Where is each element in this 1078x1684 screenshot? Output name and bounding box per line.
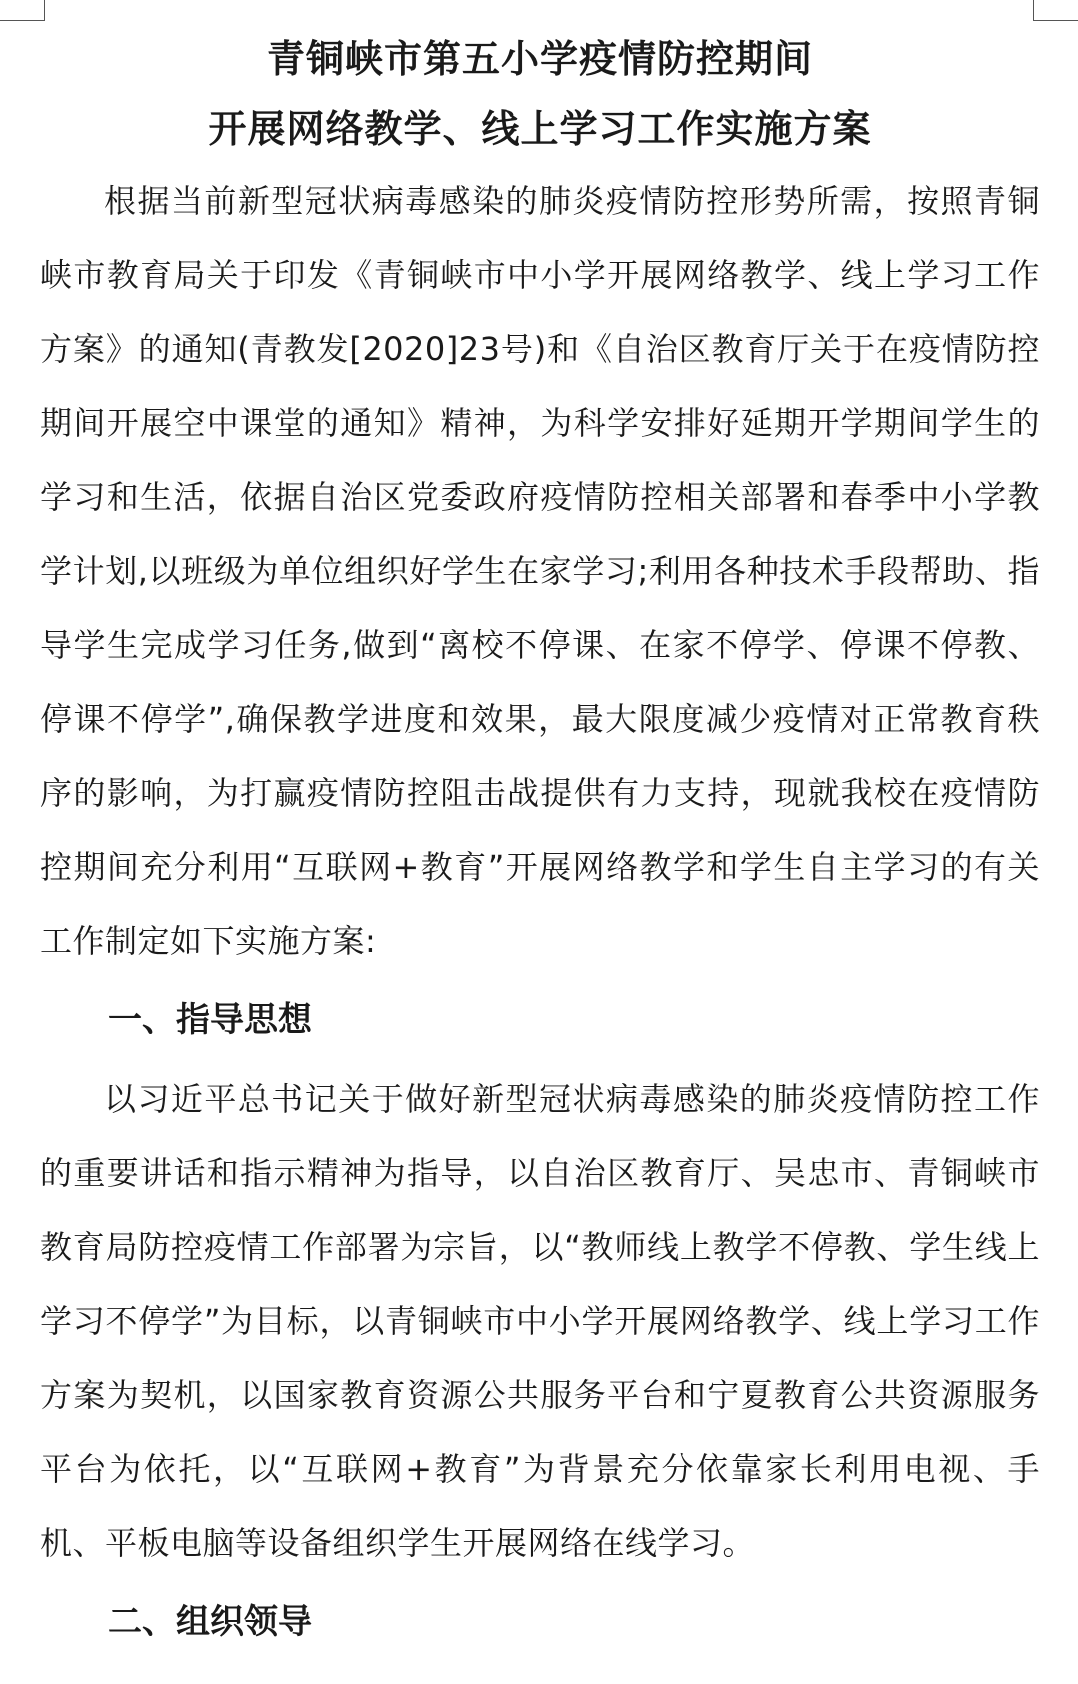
section-heading-organization: 二、组织领导 — [108, 1602, 312, 1642]
document-page — [40, 24, 1040, 1664]
crop-mark-top-right — [1033, 0, 1078, 21]
intro-paragraph: 根据当前新型冠状病毒感染的肺炎疫情防控形势所需，按照青铜峡市教育局关于印发《青铜峡市中小学开展网络教学、线上学习工作方案》的通知(青教发[2020]23号)和《自治区教育厅关于在疫情防控期间开展空中课堂的通知》精神，为科学安排好延期开学期间学生的学习和生活，依据自治区党委政府疫情防控相关部署和春季中小学教学计划,以班级为单位组织好学生在家学习;利用各种技术手段帮助、指导学生完成学习任务,做到“离校不停课、在家不停学、停课不停教、停课不停学”,确保教学进度和效果，最大限度减少疫情对正常教育秩序的影响，为打赢疫情防控阻击战提供有力支持，现就我校在疫情防控期间充分利用“互联网+教育”开展网络教学和学生自主学习的有关工作制定如下实施方案: — [40, 182, 1040, 960]
title-line-1: 青铜峡市第五小学疫情防控期间 — [266, 37, 813, 81]
crop-mark-top-left — [0, 0, 45, 21]
section-heading-guiding-ideology: 一、指导思想 — [108, 1000, 312, 1040]
guiding-ideology-paragraph: 以习近平总书记关于做好新型冠状病毒感染的肺炎疫情防控工作的重要讲话和指示精神为指导，以自治区教育厅、吴忠市、青铜峡市教育局防控疫情工作部署为宗旨，以“教师线上教学不停教、学生线上学习不停学”为目标，以青铜峡市中小学开展网络教学、线上学习工作方案为契机，以国家教育资源公共服务平台和宁夏教育公共资源服务平台为依托，以“互联网+教育”为背景充分依靠家长利用电视、手机、平板电脑等设备组织学生开展网络在线学习。 — [40, 1080, 1040, 1562]
title-line-2: 开展网络教学、线上学习工作实施方案 — [208, 107, 872, 151]
document-title — [40, 24, 1040, 164]
